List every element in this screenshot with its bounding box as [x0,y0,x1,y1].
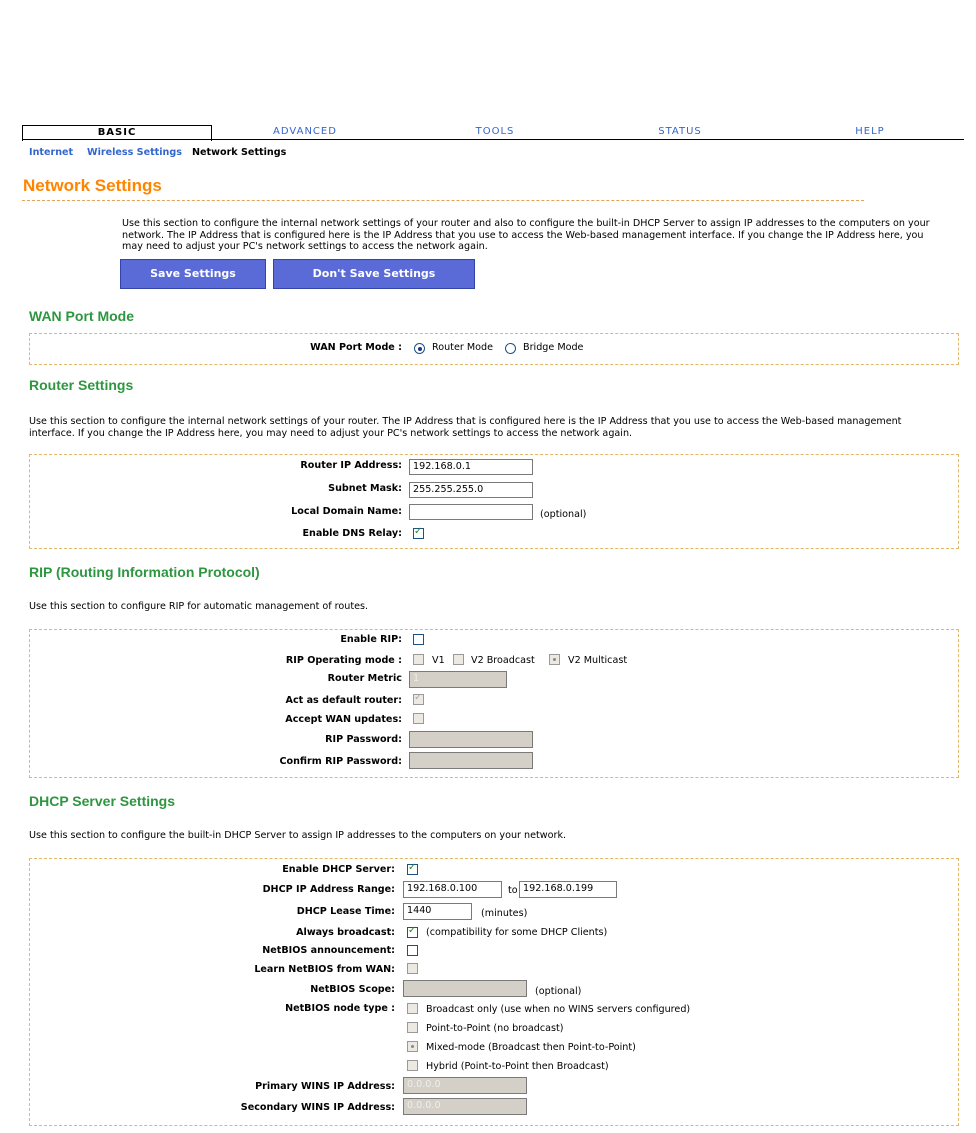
intro-text: Use this section to configure the internal network settings of your router and also to configure the built-in DHCP Server to assign IP addresses to the computers on your network. The IP Address that is configured here is the IP Address that you use to access the Web-based management interface. If you change the IP Address here, you may need to adjust your PC's network settings to access the network again. [122,218,930,252]
node-p2p-label: Point-to-Point (no broadcast) [426,1023,564,1034]
accept-wan-label: Accept WAN updates: [285,714,402,725]
subnav-wireless-settings[interactable]: Wireless Settings [87,147,182,158]
node-mixed-radio[interactable] [407,1041,418,1052]
primary-wins-input[interactable]: 0.0.0.0 [403,1077,527,1094]
netbios-scope-label: NetBIOS Scope: [310,984,395,995]
lease-time-input[interactable]: 1440 [403,903,472,920]
rip-v1-radio[interactable] [413,654,424,665]
rip-password-input[interactable] [409,731,533,748]
dont-save-settings-button[interactable]: Don't Save Settings [273,259,475,289]
node-hybrid-radio[interactable] [407,1060,418,1071]
router-ip-input[interactable]: 192.168.0.1 [409,459,533,475]
rip-desc: Use this section to configure RIP for automatic management of routes. [29,601,369,612]
page-title: Network Settings [23,176,162,195]
dhcp-desc: Use this section to configure the built-in DHCP Server to assign IP addresses to the computers on your network. [29,830,567,841]
node-hybrid-label: Hybrid (Point-to-Point then Broadcast) [426,1061,609,1072]
learn-netbios-checkbox[interactable] [407,963,418,974]
tab-advanced[interactable]: ADVANCED [273,126,337,137]
tab-basic[interactable]: BASIC [22,125,212,141]
enable-rip-checkbox[interactable] [413,634,424,645]
router-metric-label: Router Metric [327,673,402,684]
rip-v2-broadcast-radio[interactable] [453,654,464,665]
rip-v2-multicast-radio[interactable] [549,654,560,665]
confirm-rip-password-label: Confirm RIP Password: [279,756,402,767]
secondary-wins-label: Secondary WINS IP Address: [240,1102,395,1113]
dhcp-range-to: to [508,885,518,896]
dhcp-section-title: DHCP Server Settings [29,793,176,809]
netbios-scope-optional: (optional) [535,986,582,997]
rip-mode-label: RIP Operating mode : [285,655,402,666]
always-broadcast-checkbox[interactable]: ✓ [408,925,417,936]
wan-port-mode-label: WAN Port Mode : [310,342,402,353]
node-mixed-label: Mixed-mode (Broadcast then Point-to-Point) [426,1042,636,1053]
bridge-mode-radio[interactable] [505,343,516,354]
router-metric-input[interactable]: 1 [409,671,507,688]
subnav-network-settings[interactable]: Network Settings [192,147,287,158]
rip-v1-label: V1 [432,655,445,666]
default-router-label: Act as default router: [285,695,402,706]
primary-wins-label: Primary WINS IP Address: [255,1081,395,1092]
subnet-mask-label: Subnet Mask: [328,483,402,494]
dns-relay-label: Enable DNS Relay: [302,528,402,539]
enable-dhcp-checkbox[interactable]: ✓ [408,862,417,873]
accept-wan-checkbox[interactable] [413,713,424,724]
tab-divider [22,139,964,140]
lease-time-label: DHCP Lease Time: [296,906,395,917]
rip-v2-multicast-label: V2 Multicast [568,655,628,666]
enable-dhcp-label: Enable DHCP Server: [282,864,395,875]
local-domain-label: Local Domain Name: [291,506,402,517]
router-desc: Use this section to configure the internal network settings of your router. The IP Address that is configured here is the IP Address that you use to access the Web-based management interface. If you change the IP Address here, you may need to adjust your PC's network settings to access the network again. [29,416,902,439]
dns-relay-checkbox[interactable]: ✓ [414,526,423,537]
tab-tools[interactable]: TOOLS [475,126,515,137]
dhcp-range-label: DHCP IP Address Range: [262,884,395,895]
save-settings-button[interactable]: Save Settings [120,259,266,289]
tab-help[interactable]: HELP [855,126,885,137]
netbios-node-type-label: NetBIOS node type : [285,1003,395,1014]
tab-status[interactable]: STATUS [658,126,702,137]
node-p2p-radio[interactable] [407,1022,418,1033]
learn-netbios-label: Learn NetBIOS from WAN: [254,964,395,975]
dhcp-range-end-input[interactable]: 192.168.0.199 [519,881,617,898]
always-broadcast-note: (compatibility for some DHCP Clients) [426,927,608,938]
default-router-checkbox[interactable]: ✓ [414,692,423,703]
netbios-announcement-checkbox[interactable] [407,945,418,956]
rip-v2-broadcast-label: V2 Broadcast [471,655,535,666]
router-section-title: Router Settings [29,377,134,393]
enable-rip-label: Enable RIP: [340,634,402,645]
local-domain-input[interactable] [409,504,533,520]
netbios-scope-input[interactable] [403,980,527,997]
router-mode-label: Router Mode [432,342,493,353]
secondary-wins-input[interactable]: 0.0.0.0 [403,1098,527,1115]
node-broadcast-label: Broadcast only (use when no WINS servers configured) [426,1004,691,1015]
node-broadcast-radio[interactable] [407,1003,418,1014]
subnet-mask-input[interactable]: 255.255.255.0 [409,482,533,498]
dhcp-range-start-input[interactable]: 192.168.0.100 [403,881,502,898]
router-ip-label: Router IP Address: [300,460,402,471]
rip-section-title: RIP (Routing Information Protocol) [29,564,260,580]
title-divider [22,200,864,201]
router-mode-radio[interactable] [414,343,425,354]
local-domain-optional: (optional) [540,509,587,520]
always-broadcast-label: Always broadcast: [296,927,395,938]
lease-time-unit: (minutes) [481,908,528,919]
rip-password-label: RIP Password: [325,734,402,745]
netbios-announcement-label: NetBIOS announcement: [262,945,395,956]
wan-section-box [29,333,959,365]
bridge-mode-label: Bridge Mode [523,342,584,353]
wan-section-title: WAN Port Mode [29,308,134,324]
subnav-internet[interactable]: Internet [29,147,74,158]
confirm-rip-password-input[interactable] [409,752,533,769]
